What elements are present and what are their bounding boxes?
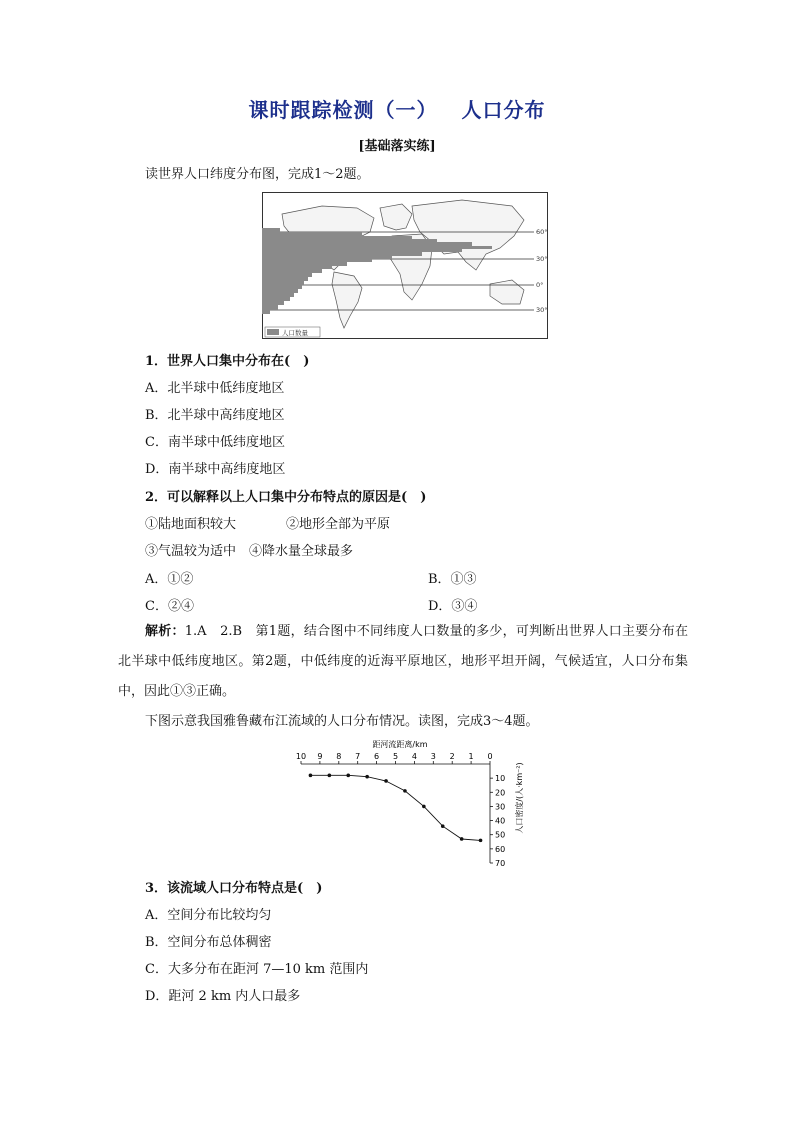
- intro-text: 读世界人口纬度分布图，完成1～2题。: [145, 167, 370, 182]
- data-point: [346, 774, 350, 778]
- data-point: [365, 775, 369, 779]
- lat-label: 0°: [536, 281, 544, 289]
- world-population-map: [262, 192, 548, 339]
- y-axis-label: 人口密度/(人·km⁻²): [515, 762, 524, 834]
- legend-swatch: [267, 329, 279, 335]
- q2-item-1: ①陆地面积较大: [145, 517, 237, 532]
- x-tick-label: 10: [295, 752, 307, 761]
- y-tick-label: 30: [495, 802, 506, 812]
- q3-option-a[interactable]: A．空间分布比较均匀: [145, 908, 272, 923]
- data-series: [309, 774, 483, 843]
- data-point: [309, 774, 313, 778]
- x-tick-label: 4: [411, 752, 417, 761]
- data-point: [441, 824, 445, 828]
- x-axis: [296, 752, 493, 764]
- q2-option-b[interactable]: B．①③: [428, 572, 477, 587]
- x-tick-label: 0: [487, 752, 493, 761]
- q1-option-b[interactable]: B．北半球中高纬度地区: [145, 408, 285, 423]
- x-tick-label: 7: [355, 752, 361, 761]
- q1-option-a[interactable]: A．北半球中低纬度地区: [145, 381, 285, 396]
- data-point: [479, 839, 483, 843]
- q2-option-a[interactable]: A．①②: [145, 572, 194, 587]
- y-tick-label: 60: [495, 844, 506, 854]
- question-1-stem: 1．世界人口集中分布在( ): [145, 354, 310, 369]
- q3-option-c[interactable]: C．大多分布在距河 7—10 km 范围内: [145, 962, 369, 977]
- series-line: [311, 775, 481, 840]
- legend-label: 人口数量: [282, 329, 308, 337]
- y-tick-label: 70: [495, 859, 506, 866]
- q2-option-c[interactable]: C．②④: [145, 599, 194, 614]
- x-tick-label: 6: [374, 752, 380, 761]
- x-tick-label: 1: [468, 752, 474, 761]
- q1-option-d[interactable]: D．南半球中高纬度地区: [145, 462, 286, 477]
- x-tick-label: 8: [336, 752, 342, 761]
- question-3-stem: 3．该流域人口分布特点是( ): [145, 881, 323, 896]
- x-tick-label: 2: [449, 752, 455, 761]
- x-tick-label: 5: [392, 752, 399, 761]
- y-tick-label: 50: [495, 830, 506, 840]
- y-axis: [490, 764, 505, 866]
- q2-item-2: ②地形全部为平原: [286, 517, 391, 532]
- x-tick-label: 3: [430, 752, 436, 761]
- y-tick-label: 40: [495, 816, 506, 826]
- q2-option-d[interactable]: D．③④: [428, 599, 478, 614]
- data-point: [403, 789, 407, 793]
- q1-option-c[interactable]: C．南半球中低纬度地区: [145, 435, 285, 450]
- data-point: [328, 774, 332, 778]
- lat-label: 30°: [536, 306, 548, 314]
- data-point: [460, 837, 464, 841]
- question-2-stem: 2．可以解释以上人口集中分布特点的原因是( ): [145, 490, 427, 505]
- q3-option-b[interactable]: B．空间分布总体稠密: [145, 935, 272, 950]
- section-heading: [基础落实练]: [358, 139, 436, 154]
- x-axis-label: 距河流距离/km: [372, 740, 428, 749]
- y-tick-label: 10: [495, 774, 506, 784]
- answer-explanation: 解析：1.A 2.B 第1题，结合图中不同纬度人口数量的多少，可判断出世界人口主要分布在北半球中低纬度地区。第2题，中低纬度的近海平原地区，地形平坦开阔，气候适宜，人口分布集中，因此①③正确。: [118, 624, 688, 699]
- data-point: [422, 805, 426, 809]
- lat-label: 30°: [536, 255, 548, 263]
- q2-items-3-4: ③气温较为适中 ④降水量全球最多: [145, 544, 354, 559]
- page-title: 课时跟踪检测（一） 人口分布: [248, 98, 546, 122]
- intro-text-2: 下图示意我国雅鲁藏布江流域的人口分布情况。读图，完成3～4题。: [145, 714, 539, 729]
- q3-option-d[interactable]: D．距河 2 km 内人口最多: [145, 989, 301, 1004]
- y-tick-label: 20: [495, 788, 506, 798]
- lat-label: 60°: [536, 228, 548, 236]
- data-point: [384, 779, 388, 783]
- x-tick-label: 9: [317, 752, 323, 761]
- population-density-chart: [290, 736, 540, 866]
